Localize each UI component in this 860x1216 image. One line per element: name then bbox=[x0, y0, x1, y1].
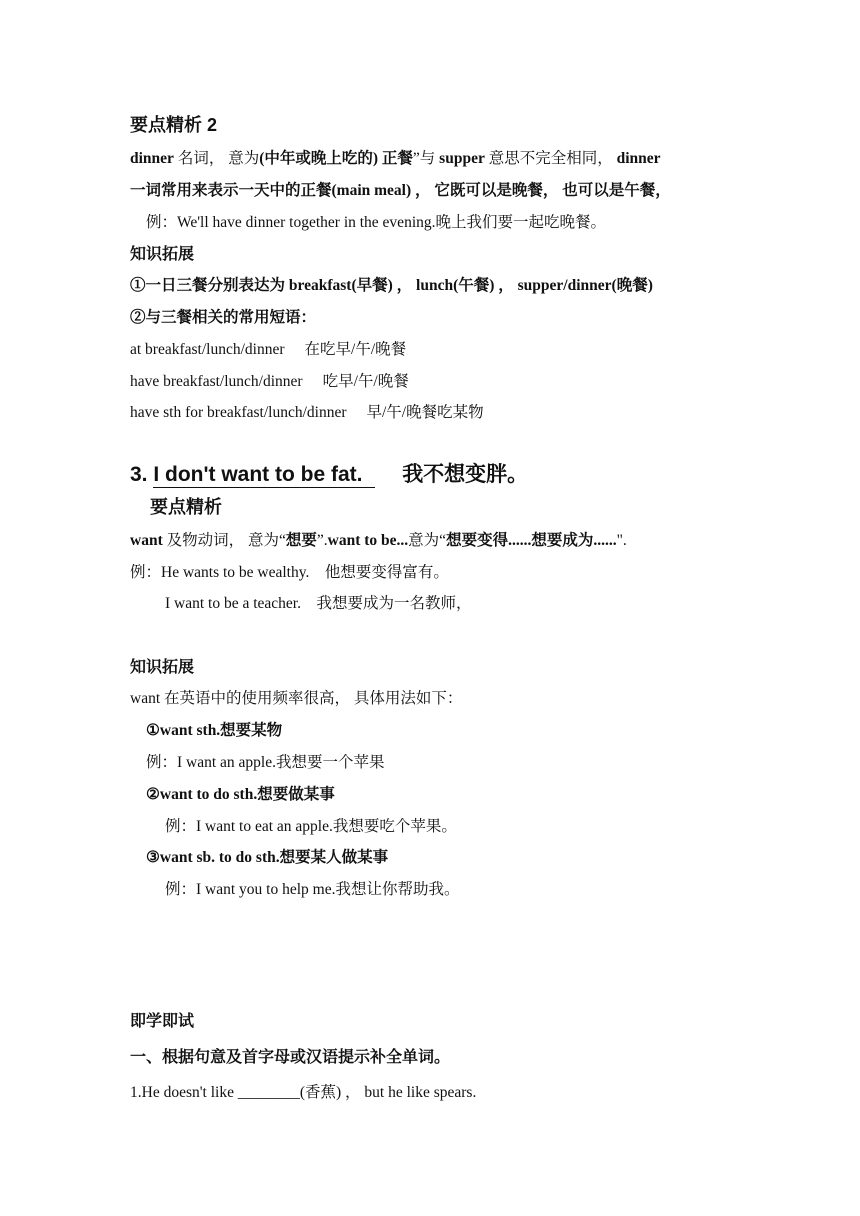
example-sentence: 例：We'll have dinner together in the evening.晚上我们要一起吃晚餐。 bbox=[146, 214, 606, 231]
list-item: ②与三餐相关的常用短语： bbox=[130, 309, 317, 326]
text-run: 及物动词， 意为“ bbox=[162, 532, 286, 549]
text-run: ”与 bbox=[412, 150, 440, 167]
text-run: ". bbox=[616, 532, 627, 549]
phrase-en: have breakfast/lunch/dinner bbox=[130, 373, 303, 390]
section-heading: 知识拓展 bbox=[130, 246, 195, 263]
text-run: 意思不完全相同， bbox=[484, 150, 617, 167]
phrase-en: have sth for breakfast/lunch/dinner bbox=[130, 404, 347, 421]
explanation-line bbox=[130, 146, 661, 168]
example-sentence: 例：He wants to be wealthy. 他想要变得富有。 bbox=[130, 564, 449, 581]
section-heading: 要点精析 bbox=[150, 497, 222, 517]
keyword: want to be... bbox=[327, 532, 409, 549]
example-sentence: 例：I want to eat an apple.我想要吃个苹果。 bbox=[165, 818, 457, 835]
list-item: ①一日三餐分别表达为 breakfast(早餐) ， lunch(午餐) ， supper/dinner(晚餐) bbox=[130, 277, 653, 294]
keyword: (中年或晚上吃的) 正餐 bbox=[259, 150, 413, 167]
phrase-en: at breakfast/lunch/dinner bbox=[130, 341, 285, 358]
example-sentence: I want to be a teacher. 我想要成为一名教师， bbox=[165, 595, 472, 612]
text-run: 意为“ bbox=[408, 532, 447, 549]
intro-text: want 在英语中的使用频率很高， 具体用法如下： bbox=[130, 690, 463, 707]
keyword: want bbox=[130, 532, 163, 549]
phrase-row bbox=[130, 400, 484, 422]
section-number: 3. bbox=[130, 463, 148, 486]
text-run: 名词， 意为 bbox=[173, 150, 260, 167]
explanation-line: 一词常用来表示一天中的正餐(main meal) ， 它既可以是晚餐， 也可以是午餐， bbox=[130, 182, 671, 199]
keyword: 想要变得......想要成为...... bbox=[446, 532, 617, 549]
exercise-question: 1.He doesn't like ________(香蕉) ， but he like spears. bbox=[130, 1084, 477, 1101]
keyword: dinner bbox=[616, 150, 661, 167]
phrase-zh: 在吃早/午/晚餐 bbox=[304, 341, 407, 358]
title-chinese: 我不想变胖。 bbox=[402, 463, 529, 486]
section-title bbox=[130, 458, 528, 488]
section-heading: 知识拓展 bbox=[130, 659, 195, 676]
example-sentence: 例：I want you to help me.我想让你帮助我。 bbox=[165, 881, 460, 898]
example-sentence: 例：I want an apple.我想要一个苹果 bbox=[146, 754, 385, 771]
explanation-line bbox=[130, 528, 627, 550]
phrase-row bbox=[130, 337, 406, 359]
usage-label: ①want sth.想要某物 bbox=[146, 722, 283, 739]
keyword: supper bbox=[439, 150, 485, 167]
keyword: dinner bbox=[130, 150, 174, 167]
phrase-zh: 早/午/晚餐吃某物 bbox=[366, 404, 484, 421]
section-heading: 要点精析 2 bbox=[130, 115, 218, 135]
usage-label: ③want sb. to do sth.想要某人做某事 bbox=[146, 849, 389, 866]
phrase-zh: 吃早/午/晚餐 bbox=[322, 373, 409, 390]
keyword: 想要 bbox=[285, 532, 317, 549]
section-heading: 即学即试 bbox=[130, 1013, 195, 1030]
usage-label: ②want to do sth.想要做某事 bbox=[146, 786, 335, 803]
title-english: I don't want to be fat. bbox=[153, 463, 374, 488]
text-run: ”. bbox=[316, 532, 328, 549]
exercise-instruction: 一、根据句意及首字母或汉语提示补全单词。 bbox=[130, 1049, 451, 1066]
phrase-row bbox=[130, 369, 409, 391]
